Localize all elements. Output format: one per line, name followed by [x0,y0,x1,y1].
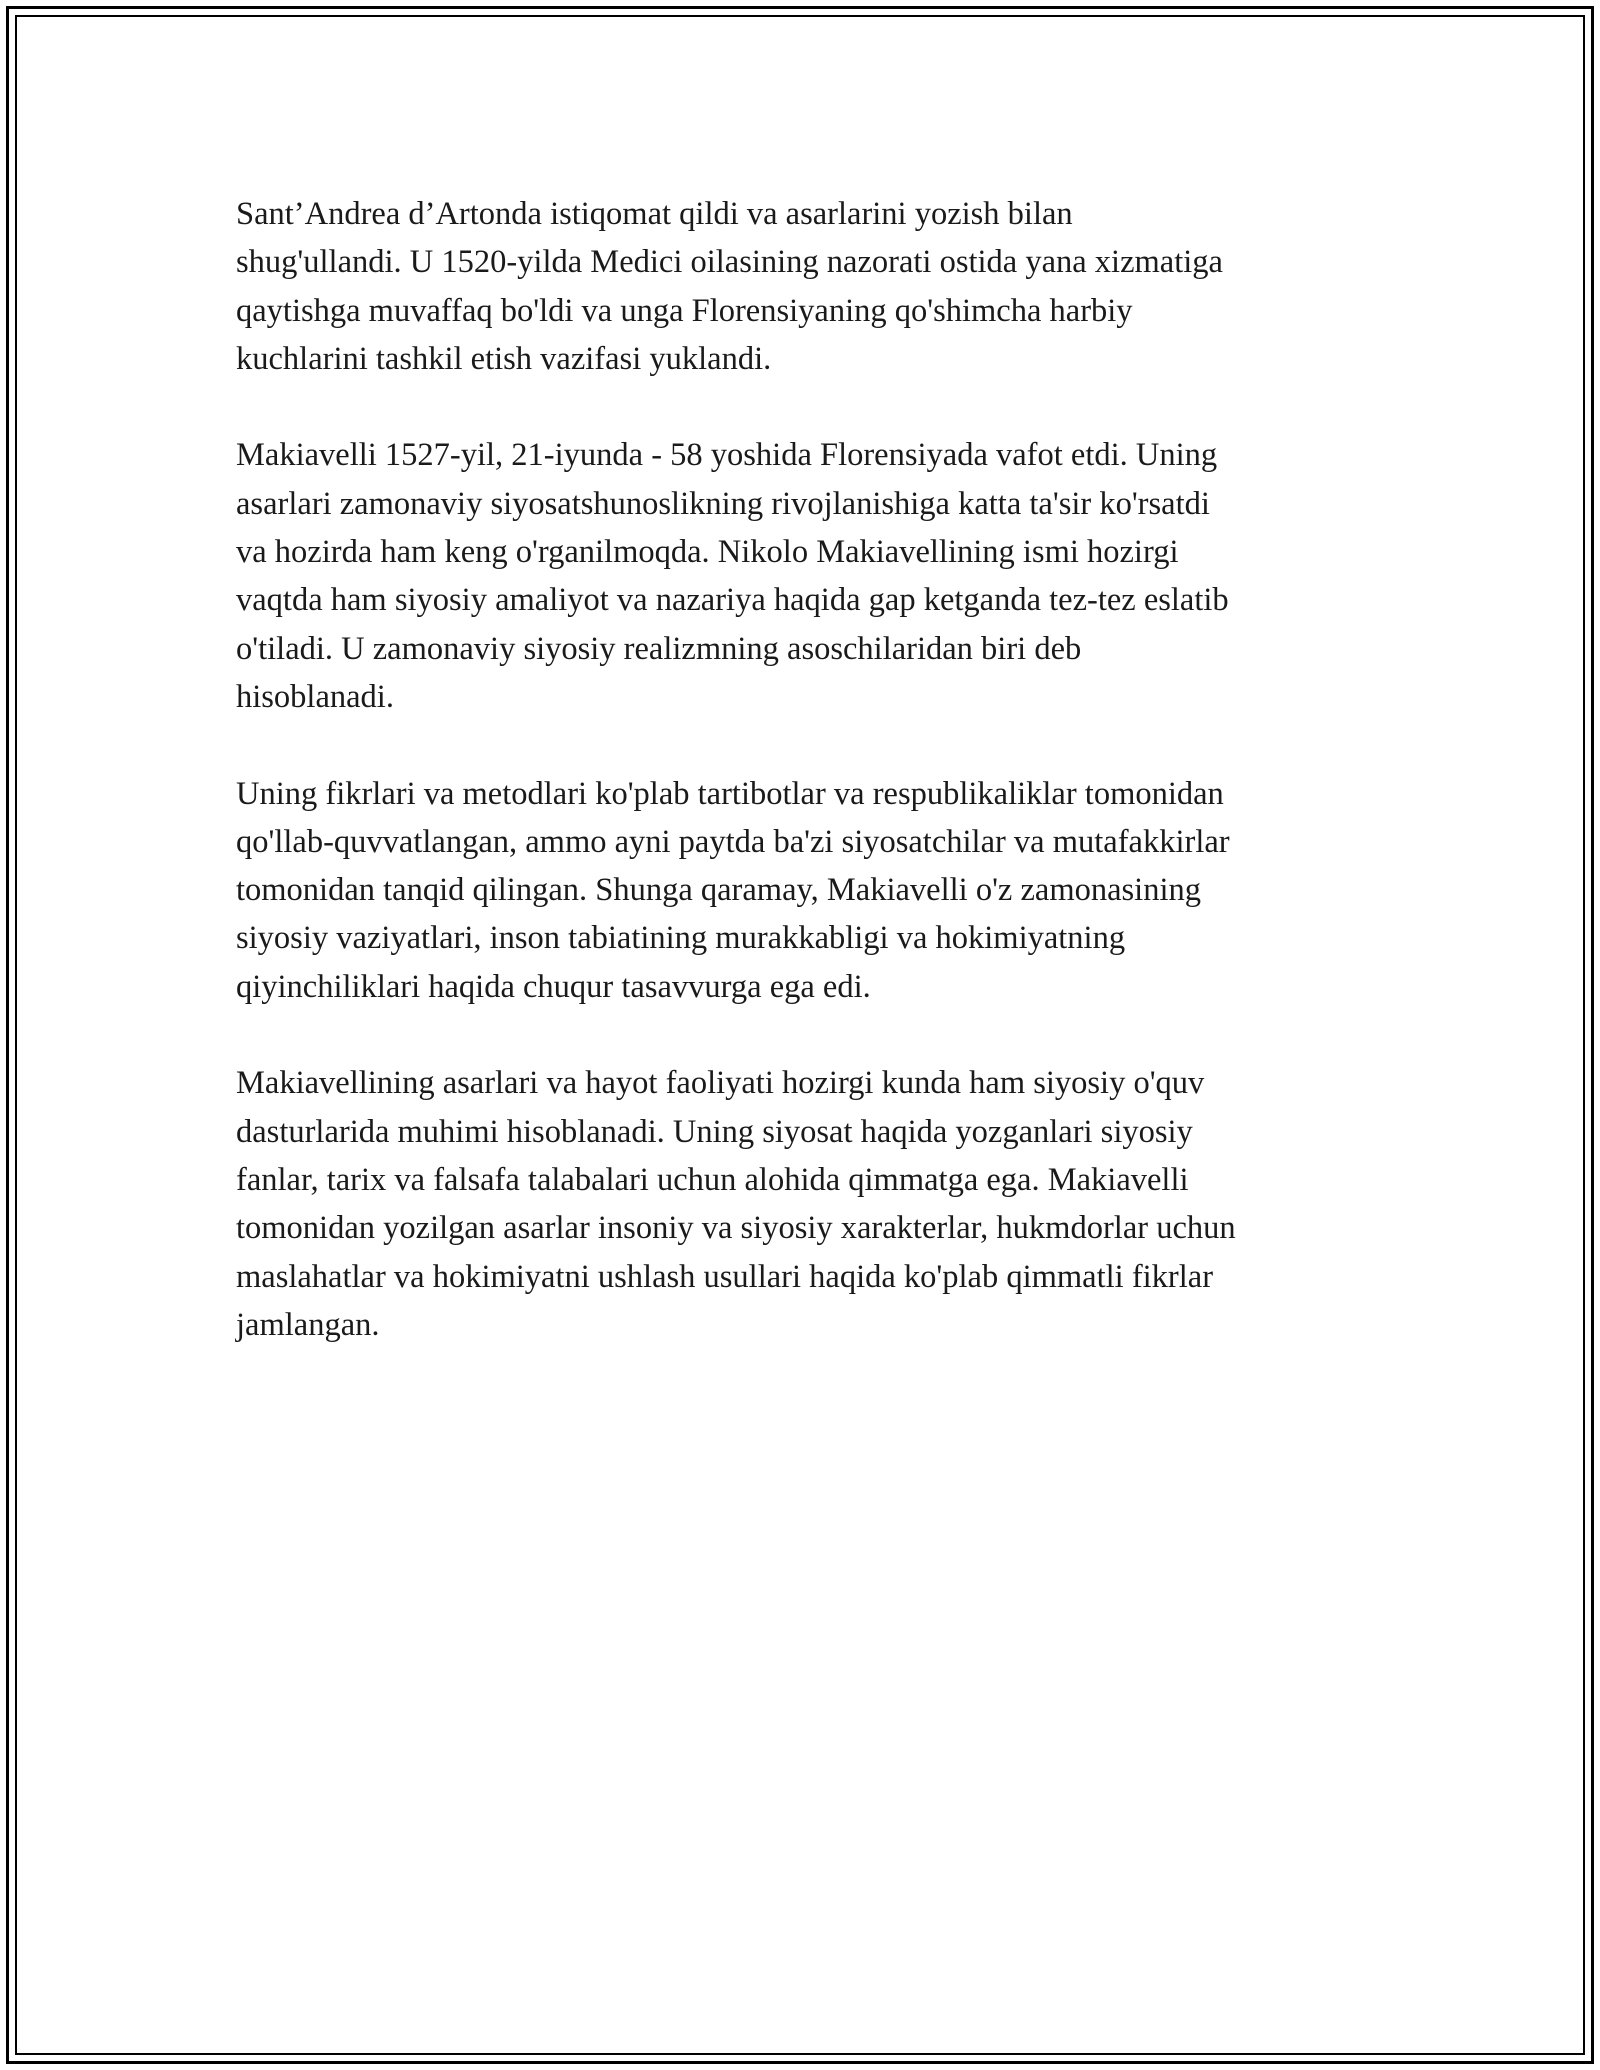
paragraph-1: Sant’Andrea d’Artonda istiqomat qildi va asarlarini yozish bilan shug'ullandi. U 1520-yilda Medici oilasining nazorati ostida yana xizmatiga qaytishga muvaffaq bo'ldi va unga Florensiyaning qo'shimcha harbiy kuchlarini tashkil etish vazifasi yuklandi. [236,196,1223,377]
document-body [236,190,1386,1397]
paragraph-3: Uning fikrlari va metodlari ko'plab tartibotlar va respublikaliklar tomonidan qo'llab-quvvatlangan, ammo ayni paytda ba'zi siyosatchilar va mutafakkirlar tomonidan tanqid qilingan. Shunga qaramay, Makiavelli o'z zamonasining siyosiy vaziyatlari, inson tabiatining murakkabligi va hokimiyatning qiyinchiliklari haqida chuqur tasavvurga ega edi. [236,775,1230,1005]
paragraph-4: Makiavellining asarlari va hayot faoliyati hozirgi kunda ham siyosiy o'quv dasturlarida muhimi hisoblanadi. Uning siyosat haqida yozganlari siyosiy fanlar, tarix va falsafa talabalari uchun alohida qimmatga ega. Makiavelli tomonidan yozilgan asarlar insoniy va siyosiy xarakterlar, hukmdorlar uchun maslahatlar va hokimiyatni ushlash usullari haqida ko'plab qimmatli fikrlar jamlangan. [236,1065,1236,1343]
paragraph-2: Makiavelli 1527-yil, 21-iyunda - 58 yoshida Florensiyada vafot etdi. Uning asarlari zamonaviy siyosatshunoslikning rivojlanishiga katta ta'sir ko'rsatdi va hozirda ham keng o'rganilmoqda. Nikolo Makiavellining ismi hozirgi vaqtda ham siyosiy amaliyot va nazariya haqida gap ketganda tez-tez eslatib o'tiladi. U zamonaviy siyosiy realizmning asoschilaridan biri deb hisoblanadi. [236,437,1229,715]
